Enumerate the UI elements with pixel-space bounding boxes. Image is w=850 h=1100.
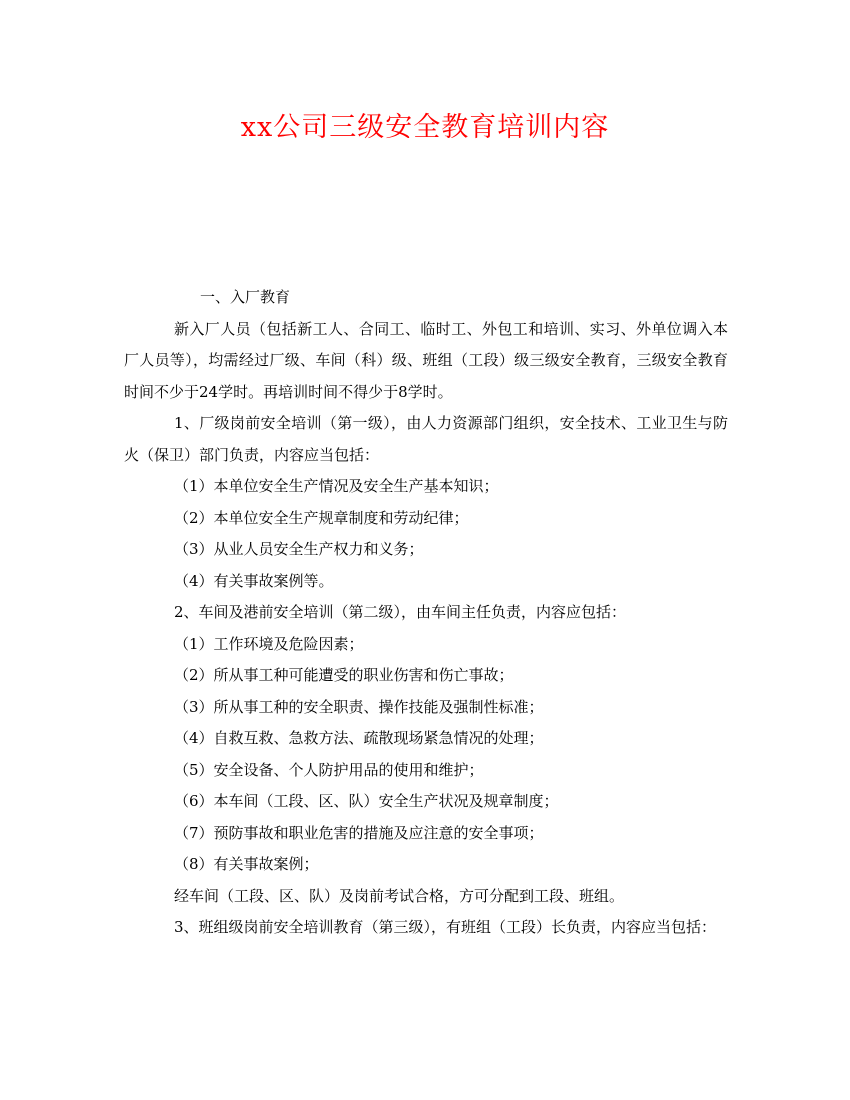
paragraph-level-1: 1、厂级岗前安全培训（第一级），由人力资源部门组织，安全技术、工业卫生与防火（保卫）部门负责，内容应当包括： bbox=[124, 414, 728, 464]
list-item: （6）本车间（工段、区、队）安全生产状况及规章制度； bbox=[174, 792, 559, 810]
paragraph-level-3: 3、班组级岗前安全培训教育（第三级），有班组（工段）长负责，内容应当包括： bbox=[174, 918, 717, 936]
list-item: （4）有关事故案例等。 bbox=[174, 571, 334, 590]
document-body bbox=[124, 282, 728, 944]
list-item: （1）工作环境及危险因素； bbox=[174, 634, 364, 653]
list-item: （4）自救互救、急救方法、疏散现场紧急情况的处理； bbox=[174, 729, 544, 747]
document-title: xx公司三级安全教育培训内容 bbox=[240, 112, 610, 143]
paragraph-assignment: 经车间（工段、区、队）及岗前考试合格，方可分配到工段、班组。 bbox=[174, 886, 625, 905]
paragraph-level-2: 2、车间及港前安全培训（第二级），由车间主任负责，内容应包括： bbox=[174, 603, 627, 621]
list-item: （5）安全设备、个人防护用品的使用和维护； bbox=[174, 760, 484, 779]
list-item: （8）有关事故案例； bbox=[174, 855, 319, 873]
list-item: （2）本单位安全生产规章制度和劳动纪律； bbox=[174, 508, 469, 527]
paragraph-intro: 新入厂人员（包括新工人、合同工、临时工、外包工和培训、实习、外单位调入本厂人员等），均需经过厂级、车间（科）级、班组（工段）级三级安全教育，三级安全教育时间不少于24学时。再培训时间不得少于8学时。 bbox=[124, 319, 728, 401]
list-item: （7）预防事故和职业危害的措施及应注意的安全事项； bbox=[174, 823, 544, 842]
section-heading-factory-education: 一、入厂教育 bbox=[200, 288, 291, 306]
list-item: （2）所从事工种可能遭受的职业伤害和伤亡事故； bbox=[174, 666, 514, 684]
list-item: （1）本单位安全生产情况及安全生产基本知识； bbox=[174, 477, 499, 495]
list-item: （3）所从事工种的安全职责、操作技能及强制性标准； bbox=[174, 697, 544, 716]
list-item: （3）从业人员安全生产权力和义务； bbox=[174, 540, 424, 558]
